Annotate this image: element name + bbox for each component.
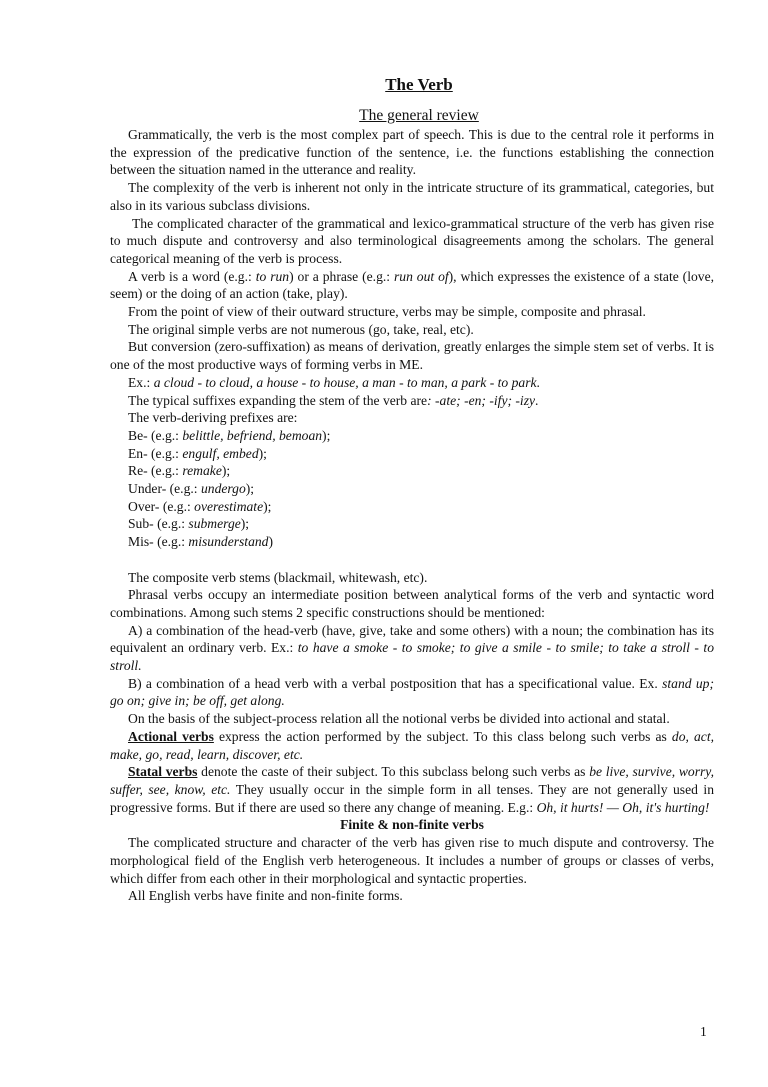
paragraph-12: Phrasal verbs occupy an intermediate position between analytical forms of the verb and syntactic word combinations. Among such stems 2 specific constructions should be mentioned: — [110, 587, 714, 620]
prefix-list-item: Be- (e.g.: belittle, befriend, bemoan); — [128, 427, 331, 443]
term-statal-verbs: Statal verbs — [128, 764, 198, 780]
paragraph-11: The composite verb stems (blackmail, whitewash, etc). — [128, 569, 428, 585]
paragraph-14: B) a combination of a head verb with a verbal postposition that has a specificational value. Ex. stand up; go on; give in; be off, get along. — [110, 675, 714, 709]
blank-line — [110, 551, 714, 569]
page-title: The Verb — [385, 75, 453, 94]
paragraph-10: The verb-deriving prefixes are: — [128, 410, 298, 426]
paragraph-6: The original simple verbs are not numerous (go, take, real, etc). — [128, 321, 474, 337]
paragraph-16: Actional verbs express the action performed by the subject. To this class belong such verbs as do, act, make, go, read, learn, discover, etc. — [110, 728, 714, 762]
paragraph-2: The complexity of the verb is inherent not only in the intricate structure of its grammatical, categories, but also in its various subclass divisions. — [110, 180, 714, 213]
prefix-list-item: Sub- (e.g.: submerge); — [128, 516, 250, 532]
section-subtitle: The general review — [359, 107, 479, 124]
paragraph-4: A verb is a word (e.g.: to run) or a phrase (e.g.: run out of), which expresses the existence of a state (love, seem) or the doing of an action (take, play). — [110, 268, 715, 302]
paragraph-3: The complicated character of the grammatical and lexico-grammatical structure of the verb has given rise to much dispute and controversy and also terminological disagreements among the scholars. The general categorical meaning of the verb is process. — [110, 215, 714, 266]
paragraph-9: The typical suffixes expanding the stem of the verb are: -ate; -en; -ify; -izy. — [128, 392, 539, 408]
page-number: 1 — [700, 1024, 707, 1039]
paragraph-5: From the point of view of their outward structure, verbs may be simple, composite and phrasal. — [128, 304, 646, 320]
paragraph-15: On the basis of the subject-process relation all the notional verbs be divided into actional and statal. — [128, 711, 670, 727]
paragraph-13: A) a combination of the head-verb (have, give, take and some others) with a noun; the combination has its equivalent an ordinary verb. Ex.: to have a smoke - to smoke; to give a smile - to smile; to take a stroll - to stroll. — [110, 622, 715, 674]
section-heading: Finite & non-finite verbs — [340, 817, 484, 833]
prefix-list-item: Mis- (e.g.: misunderstand) — [128, 534, 274, 550]
document-page — [110, 74, 714, 905]
paragraph-7: But conversion (zero-suffixation) as means of derivation, greatly enlarges the simple stem set of verbs. It is one of the most productive ways of forming verbs in ME. — [110, 339, 714, 373]
prefix-list-item: Re- (e.g.: remake); — [128, 463, 231, 479]
paragraph-19: All English verbs have finite and non-finite forms. — [128, 888, 403, 904]
term-actional-verbs: Actional verbs — [128, 728, 214, 744]
prefix-list-item: Over- (e.g.: overestimate); — [128, 498, 272, 514]
paragraph-8: Ex.: a cloud - to cloud, a house - to house, a man - to man, a park - to park. — [128, 374, 540, 390]
prefix-list-item: En- (e.g.: engulf, embed); — [128, 445, 267, 461]
paragraph-18: The complicated structure and character of the verb has given rise to much dispute and controversy. The morphological field of the English verb heterogeneous. It includes a number of groups or classes of verbs, which differ from each other in their morphological and syntactic properties. — [110, 835, 714, 886]
paragraph-17: Statal verbs denote the caste of their subject. To this subclass belong such verbs as be live, survive, worry, suffer, see, know, etc. They usually occur in the simple form in all tenses. They are not generally used in progressive forms. But if there are used so there any change of meaning. E.g.: Oh, it hurts! — Oh, it's hurting! — [110, 764, 714, 815]
paragraph-1: Grammatically, the verb is the most complex part of speech. This is due to the central role it performs in the expression of the predicative function of the sentence, i.e. the functions establishing the connection between the situation named in the utterance and reality. — [110, 127, 714, 178]
prefix-list-item: Under- (e.g.: undergo); — [128, 481, 255, 497]
